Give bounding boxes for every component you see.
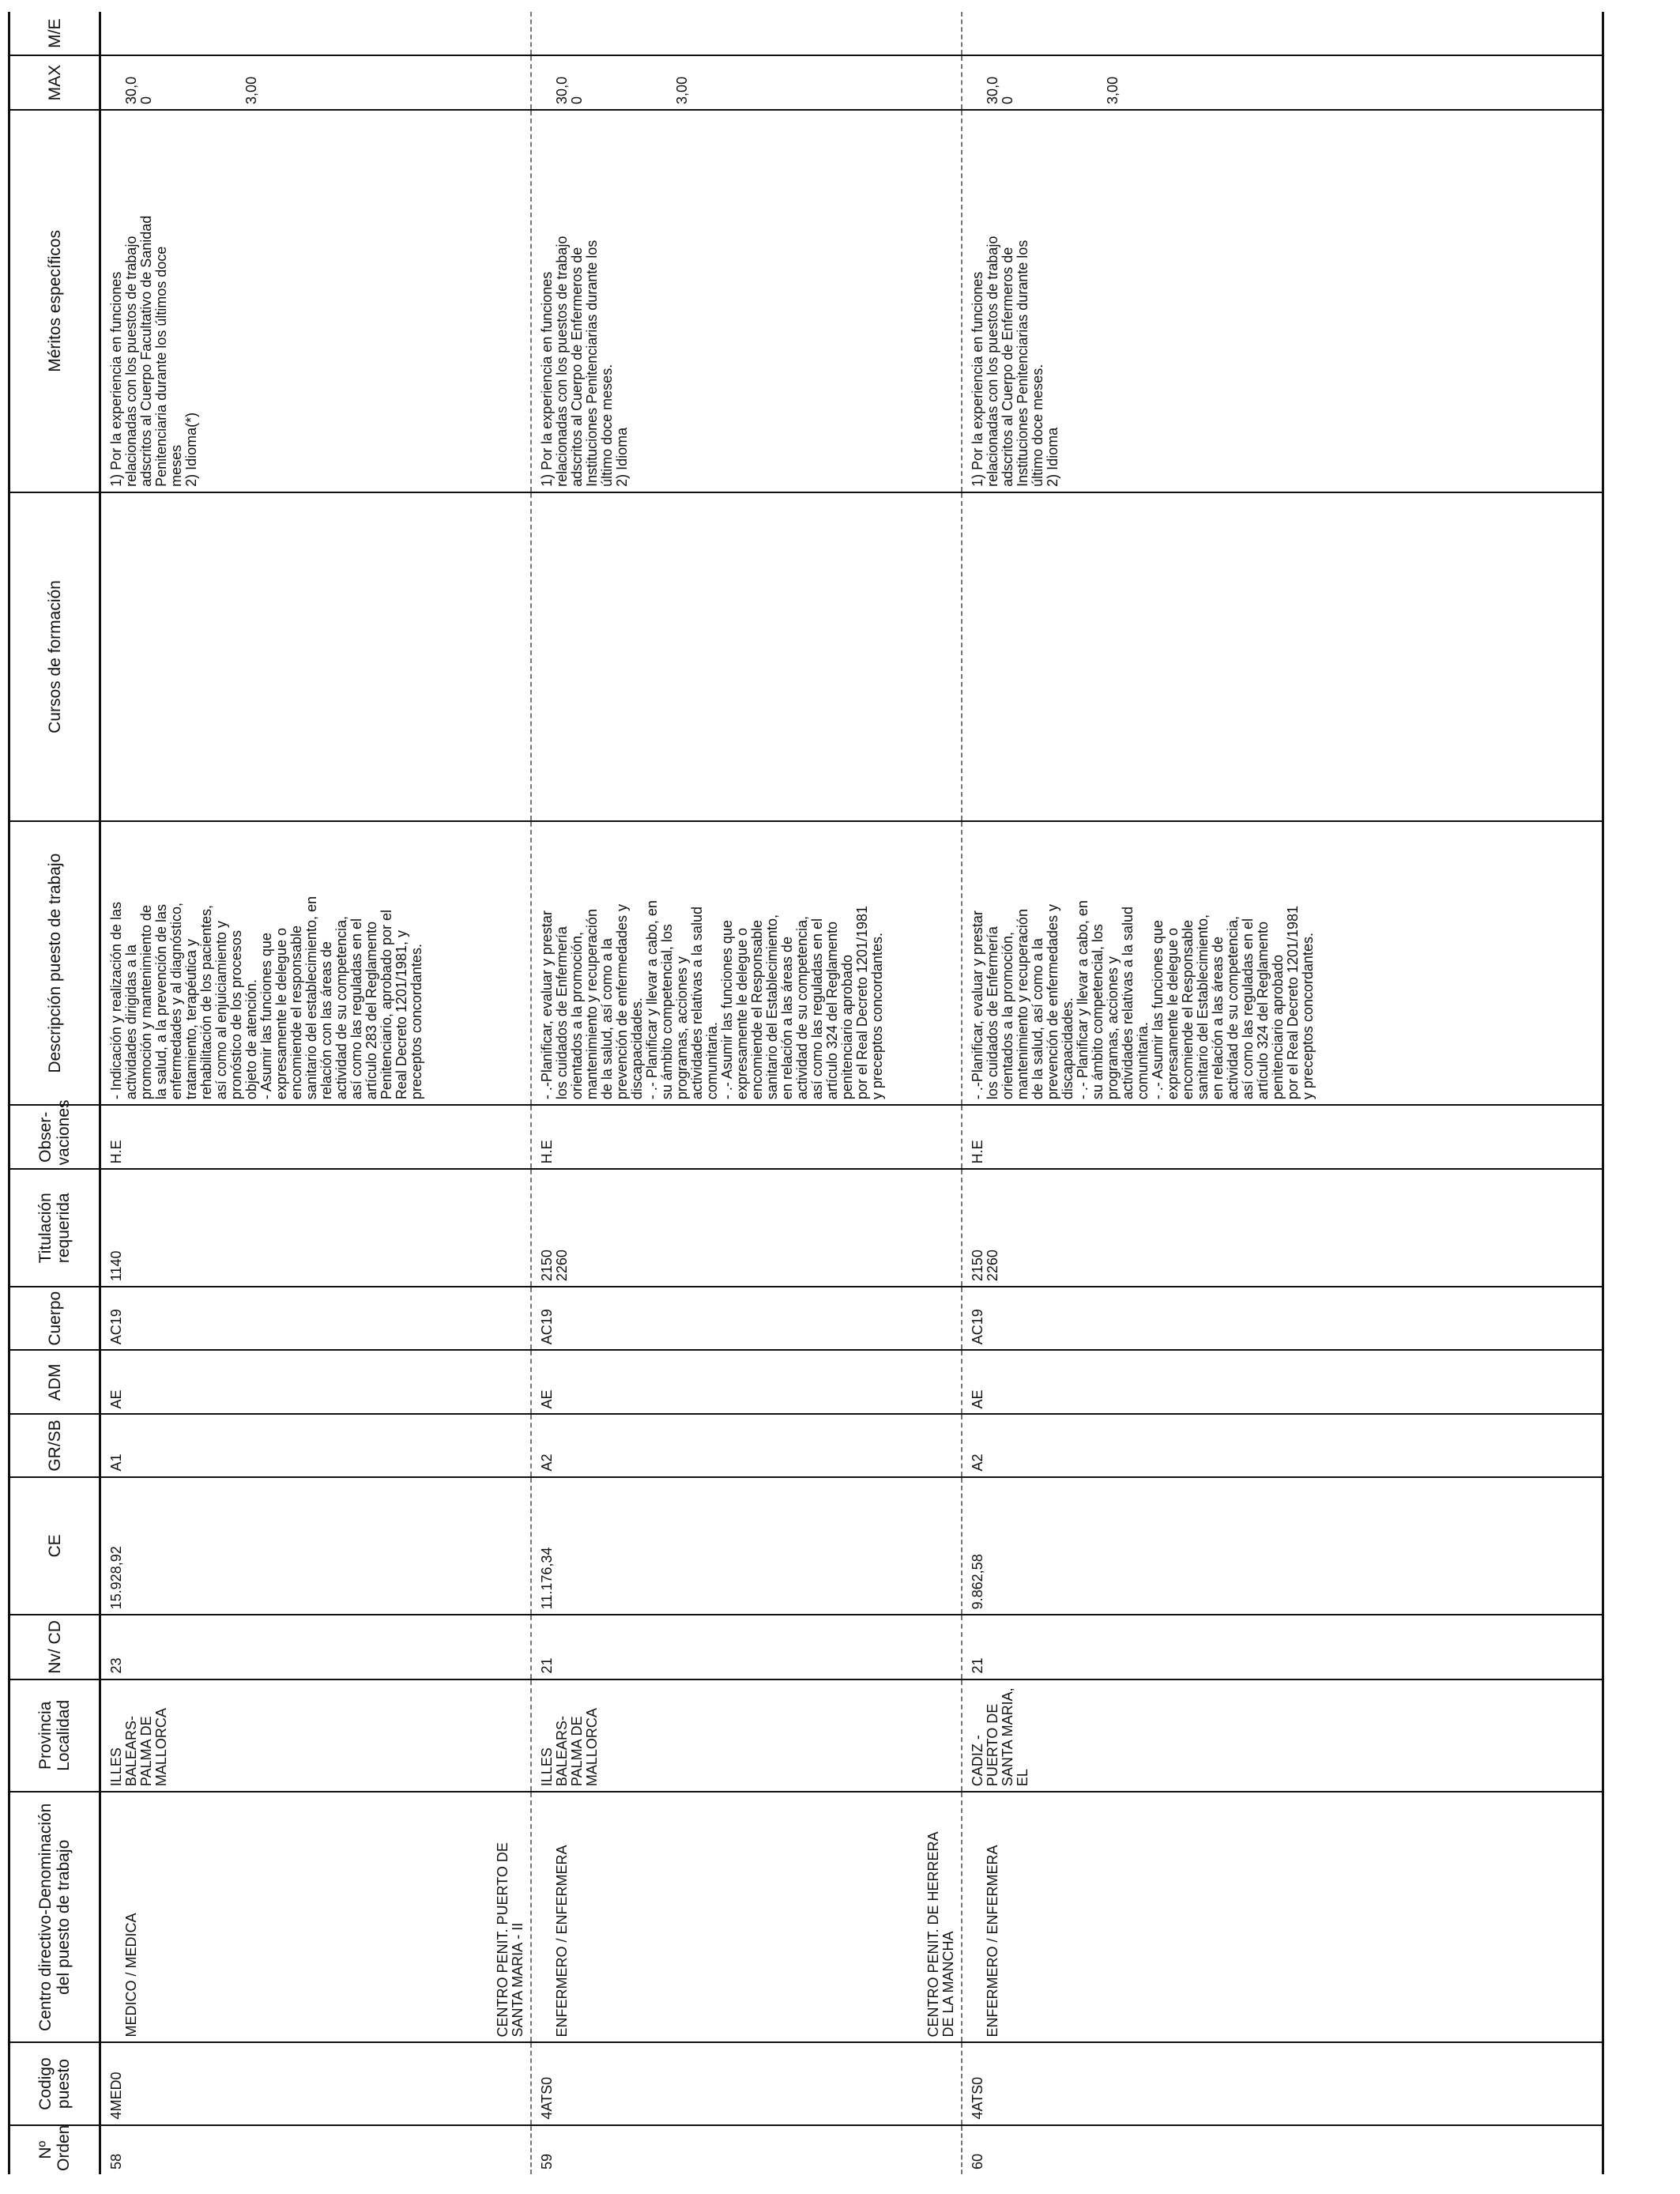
header-codigo: Codigo puesto bbox=[9, 2043, 100, 2125]
cell-observaciones: H.E bbox=[962, 1105, 1603, 1169]
cell-provincia: ILLES BALEARS- PALMA DE MALLORCA bbox=[531, 1679, 962, 1793]
cell-ce: 9.862,58 bbox=[962, 1477, 1603, 1615]
cell-orden: 60 bbox=[962, 2125, 1603, 2174]
cell-codigo: 4MED0 bbox=[100, 2043, 531, 2125]
table-row bbox=[531, 12, 962, 2174]
cell-ce: 11.176,34 bbox=[531, 1477, 962, 1615]
next-centro-directivo: CENTRO PENIT. PUERTO DE SANTA MARIA - II bbox=[494, 1842, 525, 2038]
header-observaciones: Obser-vaciones bbox=[9, 1105, 100, 1169]
header-me: M/E bbox=[9, 12, 100, 55]
header-adm: ADM bbox=[9, 1350, 100, 1414]
cell-observaciones: H.E bbox=[100, 1105, 531, 1169]
cell-me bbox=[962, 12, 1603, 55]
cell-centro bbox=[100, 1792, 531, 2042]
cell-descripcion: - Indicación y realización de las actividades dirigidas a la promoción y mantenimiento de la salud, a la prevención de las enfermedades y al diagnóstico, tratamiento, terapéutica y rehabilitación de los pacientes, así como al enjuiciamiento y pronóstico de los procesos objeto de atención. - Asumir las funciones que expresamente le delegue o encomiende el responsable sanitario del establecimiento, en relación con las áreas de actividad de su competencia, así como las reguladas en el artículo 283 del Reglamento Penitenciario, aprobado por el Real Decreto 1201/1981, y preceptos concordantes. bbox=[100, 821, 531, 1105]
cell-cursos bbox=[100, 492, 531, 821]
next-centro-directivo: CENTRO PENIT. DE HERRERA DE LA MANCHA bbox=[925, 1831, 956, 2038]
cell-nivel: 21 bbox=[962, 1615, 1603, 1679]
cell-max bbox=[962, 55, 1603, 110]
cell-max bbox=[100, 55, 531, 110]
cell-cuerpo: AC19 bbox=[962, 1287, 1603, 1350]
cell-titulacion: 2150 2260 bbox=[962, 1169, 1603, 1287]
cell-cuerpo: AC19 bbox=[100, 1287, 531, 1350]
max-idioma: 3,00 bbox=[1104, 76, 1121, 104]
cell-orden: 59 bbox=[531, 2125, 962, 2174]
max-idioma: 3,00 bbox=[243, 76, 259, 104]
cell-adm: AE bbox=[531, 1350, 962, 1414]
max-experiencia: 30,0 0 bbox=[123, 76, 154, 104]
header-titulacion: Titulación requerida bbox=[9, 1169, 100, 1287]
cell-adm: AE bbox=[962, 1350, 1603, 1414]
cell-nivel: 23 bbox=[100, 1615, 531, 1679]
puesto-denominacion: MEDICO / MEDICA bbox=[123, 1913, 139, 2038]
cell-ce: 15.928,92 bbox=[100, 1477, 531, 1615]
table-row bbox=[100, 12, 531, 2174]
cell-meritos: 1) Por la experiencia en funciones relacionadas con los puestos de trabajo adscritos al Cuerpo Facultativo de Sanidad Penitenciaria durante los últimos doce meses 2) Idioma(*) bbox=[100, 110, 531, 492]
cell-observaciones: H.E bbox=[531, 1105, 962, 1169]
cell-centro bbox=[531, 1792, 962, 2042]
cell-codigo: 4ATS0 bbox=[531, 2043, 962, 2125]
cell-cursos bbox=[531, 492, 962, 821]
header-provincia: Provincia Localidad bbox=[9, 1679, 100, 1793]
max-experiencia: 30,0 0 bbox=[553, 76, 585, 104]
cell-grupo: A2 bbox=[531, 1414, 962, 1476]
cell-provincia: CADIZ - PUERTO DE SANTA MARIA, EL bbox=[962, 1679, 1603, 1793]
cell-grupo: A2 bbox=[962, 1414, 1603, 1476]
header-cursos: Cursos de formación bbox=[9, 492, 100, 821]
header-centro: Centro directivo-Denominación del puesto de trabajo bbox=[9, 1792, 100, 2042]
header-grupo: GR/SB bbox=[9, 1414, 100, 1476]
header-meritos: Méritos específicos bbox=[9, 110, 100, 492]
puesto-denominacion: ENFERMERO / ENFERMERA bbox=[984, 1845, 1000, 2038]
job-positions-table bbox=[8, 12, 1604, 2174]
cell-codigo: 4ATS0 bbox=[962, 2043, 1603, 2125]
table-row bbox=[962, 12, 1603, 2174]
cell-cursos bbox=[962, 492, 1603, 821]
cell-cuerpo: AC19 bbox=[531, 1287, 962, 1350]
header-max: MAX bbox=[9, 55, 100, 110]
cell-titulacion: 2150 2260 bbox=[531, 1169, 962, 1287]
cell-meritos: 1) Por la experiencia en funciones relacionadas con los puestos de trabajo adscritos al Cuerpo de Enfermeros de Instituciones Penitenciarias durante los último doce meses. 2) Idioma bbox=[962, 110, 1603, 492]
header-cuerpo: Cuerpo bbox=[9, 1287, 100, 1350]
max-idioma: 3,00 bbox=[673, 76, 690, 104]
cell-titulacion: 1140 bbox=[100, 1169, 531, 1287]
max-experiencia: 30,0 0 bbox=[984, 76, 1015, 104]
cell-descripcion: - .-Planificar, evaluar y prestar los cuidados de Enfermería orientados a la promoción, mantenimiento y recuperación de la salud, así como a la prevención de enfermedades y discapacidades. - .- Planificar y llevar a cabo, en su ámbito competencial, los programas, acciones y actividades relativas a la salud comunitaria. - .- Asumir las funciones que expresamente le delegue o encomiende el Responsable sanitario del Establecimiento, en relación a las áreas de actividad de su competencia, así como las reguladas en el artículo 324 del Reglamento penitenciario aprobado por el Real Decreto 1201/1981 y preceptos concordantes. bbox=[531, 821, 962, 1105]
header-orden: Nº Orden bbox=[9, 2125, 100, 2174]
cell-nivel: 21 bbox=[531, 1615, 962, 1679]
cell-me bbox=[100, 12, 531, 55]
cell-centro bbox=[962, 1792, 1603, 2042]
cell-provincia: ILLES BALEARS- PALMA DE MALLORCA bbox=[100, 1679, 531, 1793]
cell-max bbox=[531, 55, 962, 110]
puesto-denominacion: ENFERMERO / ENFERMERA bbox=[553, 1845, 570, 2038]
table-header-row bbox=[9, 12, 100, 2174]
header-descripcion: Descripción puesto de trabajo bbox=[9, 821, 100, 1105]
cell-me bbox=[531, 12, 962, 55]
header-nivel: Nv/ CD bbox=[9, 1615, 100, 1679]
cell-meritos: 1) Por la experiencia en funciones relacionadas con los puestos de trabajo adscritos al Cuerpo de Enfermeros de Instituciones Penitenciarias durante los último doce meses. 2) Idioma bbox=[531, 110, 962, 492]
cell-grupo: A1 bbox=[100, 1414, 531, 1476]
cell-orden: 58 bbox=[108, 2153, 124, 2169]
cell-descripcion: - .-Planificar, evaluar y prestar los cuidados de Enfermería orientados a la promoción, mantenimiento y recuperación de la salud, así como a la prevención de enfermedades y discapacidades. - .- Planificar y llevar a cabo, en su ámbito competencial, los programas, acciones y actividades relativas a la salud comunitaria. - .- Asumir las funciones que expresamente le delegue o encomiende el Responsable sanitario del Establecimiento, en relación a las áreas de actividad de su competencia, así como las reguladas en el artículo 324 del Reglamento penitenciario aprobado por el Real Decreto 1201/1981 y preceptos concordantes. bbox=[962, 821, 1603, 1105]
cell-adm: AE bbox=[100, 1350, 531, 1414]
header-ce: CE bbox=[9, 1477, 100, 1615]
